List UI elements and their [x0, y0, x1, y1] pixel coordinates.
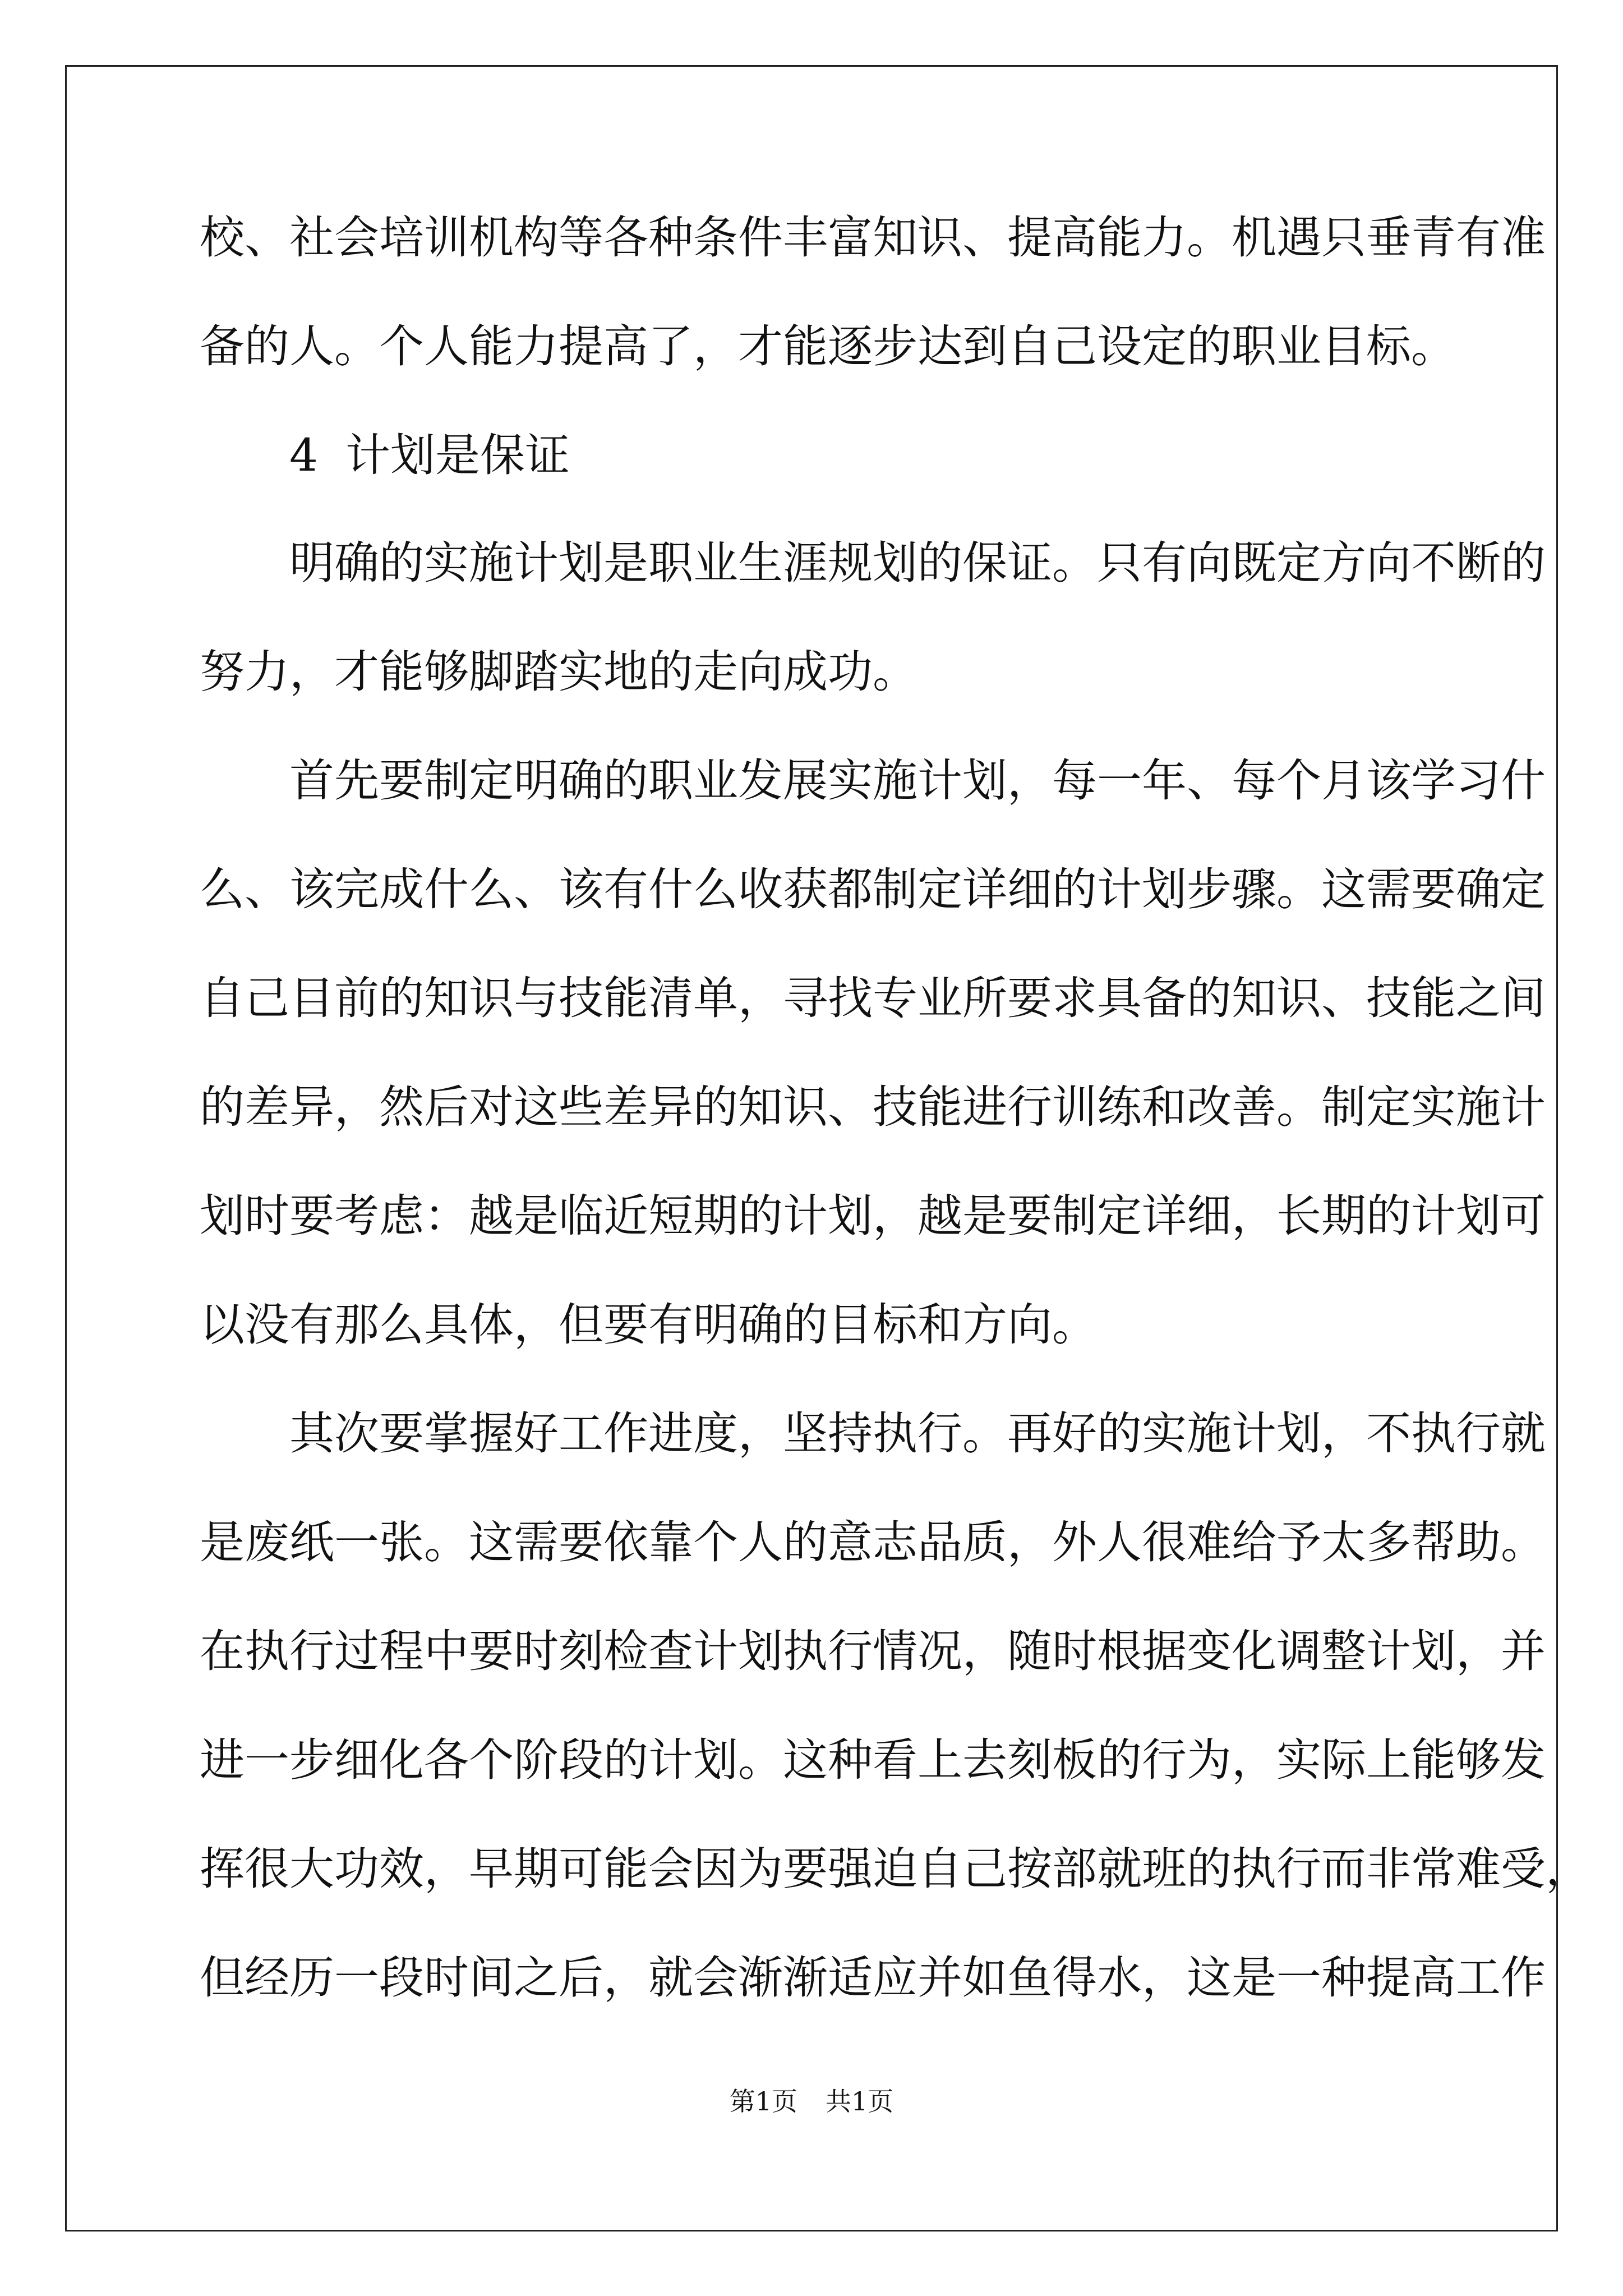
page-total: 共1页	[826, 2086, 894, 2116]
section-heading	[289, 429, 570, 482]
paragraph-line: 备的人。个人能力提高了，才能逐步达到自己设定的职业目标。	[200, 320, 1456, 372]
paragraph-line: 进一步细化各个阶段的计划。这种看上去刻板的行为，实际上能够发	[200, 1734, 1546, 1786]
paragraph-line: 的差异，然后对这些差异的知识、技能进行训练和改善。制定实施计	[200, 1081, 1546, 1133]
paragraph-line: 明确的实施计划是职业生涯规划的保证。只有向既定方向不断的	[289, 537, 1546, 589]
paragraph-line: 以没有那么具体，但要有明确的目标和方向。	[200, 1299, 1097, 1351]
section-heading-text: 计划是保证	[345, 429, 570, 481]
paragraph-line: 首先要制定明确的职业发展实施计划，每一年、每个月该学习什	[289, 754, 1546, 807]
paragraph-line: 挥很大功效，早期可能会因为要强迫自己按部就班的执行而非常难受，	[200, 1843, 1590, 1895]
paragraph-line: 其次要掌握好工作进度，坚持执行。再好的实施计划，不执行就	[289, 1407, 1546, 1460]
page-border	[65, 65, 1590, 2231]
page-footer	[0, 2085, 1623, 2118]
paragraph-line: 在执行过程中要时刻检查计划执行情况，随时根据变化调整计划，并	[200, 1625, 1546, 1677]
page-number: 第1页	[729, 2086, 797, 2116]
paragraph-line: 么、该完成什么、该有什么收获都制定详细的计划步骤。这需要确定	[200, 863, 1546, 915]
paragraph-line: 划时要考虑：越是临近短期的计划，越是要制定详细，长期的计划可	[200, 1190, 1546, 1242]
paragraph-line: 但经历一段时间之后，就会渐渐适应并如鱼得水，这是一种提高工作	[200, 1952, 1546, 2004]
paragraph-line: 自己目前的知识与技能清单，寻找专业所要求具备的知识、技能之间	[200, 972, 1546, 1024]
section-heading-number: 4	[289, 429, 318, 481]
paragraph-line: 校、社会培训机构等各种条件丰富知识、提高能力。机遇只垂青有准	[200, 211, 1546, 264]
paragraph-line: 是废纸一张。这需要依靠个人的意志品质，外人很难给予太多帮助。	[200, 1516, 1546, 1568]
paragraph-line: 努力，才能够脚踏实地的走向成功。	[200, 646, 917, 698]
